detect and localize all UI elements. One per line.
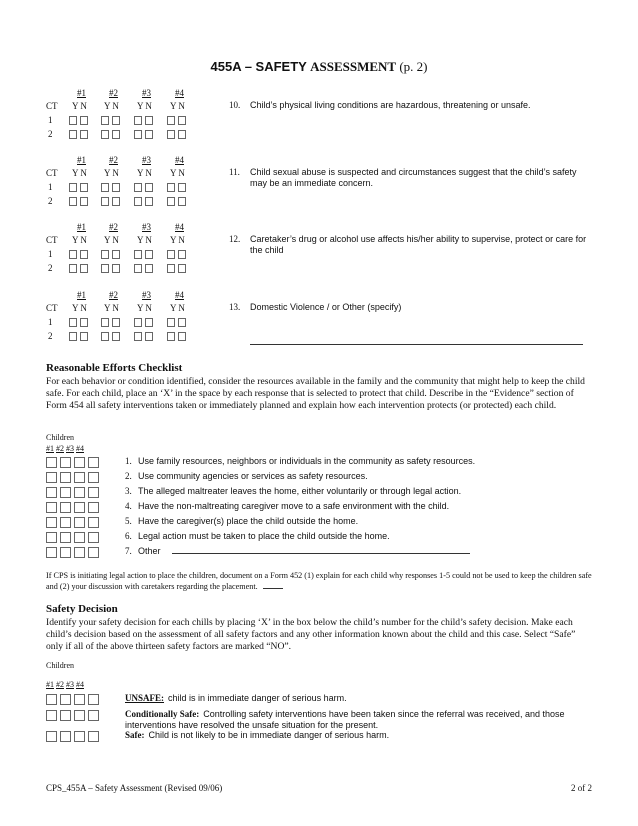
factor-number: 10.: [229, 100, 241, 110]
grid-yn-label: Y N: [170, 168, 185, 178]
decision-checkbox[interactable]: [60, 731, 71, 742]
effort-number: 7.: [125, 546, 132, 556]
child-checkbox[interactable]: [46, 547, 57, 558]
no-checkbox[interactable]: [178, 332, 186, 341]
safety-decision-intro: Identify your safety decision for each chills by placing ‘X’ in the box below the child’s number for the child’s safety decision. Make each child’s decision based on the assessment of all safety factors and any other information known about the child and this case. Select “Safe” only if all of the above thirteen safety factors are marked “NO”.: [46, 617, 576, 652]
child-checkbox[interactable]: [88, 502, 99, 513]
yes-checkbox[interactable]: [101, 318, 109, 327]
factor-number: 13.: [229, 302, 241, 312]
decision-checkbox[interactable]: [88, 731, 99, 742]
yes-checkbox[interactable]: [69, 130, 77, 139]
effort-number: 2.: [125, 471, 132, 481]
reasonable-effort-row: [0, 516, 638, 530]
reasonable-effort-row: [0, 456, 638, 470]
yes-checkbox[interactable]: [167, 332, 175, 341]
child-col-1: #1: [46, 444, 54, 453]
factor-text: Domestic Violence / or Other (specify): [250, 302, 402, 312]
factor-grid: [0, 155, 577, 219]
no-checkbox[interactable]: [145, 332, 153, 341]
child-checkbox[interactable]: [74, 487, 85, 498]
grid-ct-label: CT: [46, 101, 58, 111]
grid-row-label: 1: [48, 249, 53, 259]
decision-checkbox[interactable]: [74, 731, 85, 742]
reasonable-effort-row: [0, 501, 638, 515]
decision-checkbox[interactable]: [74, 710, 85, 721]
grid-row-label: 2: [48, 331, 53, 341]
child-col-2: #2: [56, 444, 64, 453]
yes-checkbox[interactable]: [167, 130, 175, 139]
footer-form-id: CPS_455A – Safety Assessment (Revised 09/06): [46, 783, 223, 793]
safety-decision-heading: Safety Decision: [46, 603, 118, 615]
reasonable-efforts-intro: For each behavior or condition identified, consider the resources available in the family and the community that might help to keep the child safe. For each child, place an ‘X’ in the space by each response that is selected to protect that child. Describe in the “Evidence” section of Form 454 all safety interventions taken or immediately planned and explain how each intervention protects (or protected) each child.: [46, 376, 585, 411]
legal-action-note-text: If CPS is initiating legal action to place the children, document on a Form 452 (1) explain for each child why responses 1-5 could not be used to keep the children safe and (2) your discussion with caretakers regarding the placement.: [46, 571, 592, 591]
effort-number: 5.: [125, 516, 132, 526]
grid-ct-label: CT: [46, 235, 58, 245]
grid-yn-label: Y N: [104, 168, 119, 178]
grid-child-header: #3: [142, 290, 151, 300]
factor-grid: [0, 222, 587, 286]
no-checkbox[interactable]: [178, 197, 186, 206]
note-blank[interactable]: [263, 588, 283, 589]
yes-checkbox[interactable]: [101, 130, 109, 139]
yes-checkbox[interactable]: [69, 197, 77, 206]
grid-child-header: #4: [175, 290, 184, 300]
decision-checkbox[interactable]: [46, 694, 57, 705]
effort-text: Other: [138, 546, 161, 556]
grid-yn-label: Y N: [104, 101, 119, 111]
decision-checkbox[interactable]: [60, 710, 71, 721]
factor-grid: [0, 290, 402, 354]
effort-number: 1.: [125, 456, 132, 466]
no-checkbox[interactable]: [145, 264, 153, 273]
yes-checkbox[interactable]: [134, 183, 142, 192]
sd-child-col-1: #1: [46, 680, 54, 689]
no-checkbox[interactable]: [80, 130, 88, 139]
grid-yn-label: Y N: [72, 168, 87, 178]
factor-number: 11.: [229, 167, 240, 177]
grid-child-header: #3: [142, 88, 151, 98]
grid-yn-label: Y N: [72, 101, 87, 111]
no-checkbox[interactable]: [112, 332, 120, 341]
decision-label: Safe:: [125, 730, 145, 740]
other-line[interactable]: [172, 553, 470, 554]
child-checkbox[interactable]: [74, 472, 85, 483]
no-checkbox[interactable]: [112, 264, 120, 273]
yes-checkbox[interactable]: [167, 183, 175, 192]
child-checkbox[interactable]: [46, 457, 57, 468]
no-checkbox[interactable]: [112, 116, 120, 125]
decision-option: [125, 730, 595, 741]
factor-text: Child’s physical living conditions are hazardous, threatening or unsafe.: [250, 100, 531, 110]
yes-checkbox[interactable]: [167, 318, 175, 327]
child-checkbox[interactable]: [46, 502, 57, 513]
grid-row-label: 1: [48, 182, 53, 192]
grid-child-header: #2: [109, 155, 118, 165]
decision-text: child is in immediate danger of serious harm.: [168, 693, 347, 703]
effort-text: Legal action must be taken to place the child outside the home.: [138, 531, 390, 541]
no-checkbox[interactable]: [80, 116, 88, 125]
grid-yn-label: Y N: [137, 168, 152, 178]
yes-checkbox[interactable]: [167, 264, 175, 273]
child-checkbox[interactable]: [74, 547, 85, 558]
no-checkbox[interactable]: [112, 318, 120, 327]
yes-checkbox[interactable]: [134, 332, 142, 341]
yes-checkbox[interactable]: [134, 318, 142, 327]
legal-action-note: [46, 570, 594, 592]
grid-child-header: #2: [109, 222, 118, 232]
child-checkbox[interactable]: [74, 517, 85, 528]
yes-checkbox[interactable]: [134, 130, 142, 139]
no-checkbox[interactable]: [112, 130, 120, 139]
reasonable-efforts-heading: Reasonable Efforts Checklist: [46, 362, 183, 374]
children-label: Children: [46, 433, 74, 442]
no-checkbox[interactable]: [80, 197, 88, 206]
grid-yn-label: Y N: [72, 235, 87, 245]
no-checkbox[interactable]: [80, 318, 88, 327]
no-checkbox[interactable]: [145, 130, 153, 139]
page-indicator: (p. 2): [399, 59, 428, 74]
grid-child-header: #2: [109, 290, 118, 300]
grid-yn-label: Y N: [72, 303, 87, 313]
child-checkbox[interactable]: [46, 487, 57, 498]
sd-child-col-3: #3: [66, 680, 74, 689]
yes-checkbox[interactable]: [134, 197, 142, 206]
child-checkbox[interactable]: [74, 532, 85, 543]
yes-checkbox[interactable]: [167, 197, 175, 206]
yes-checkbox[interactable]: [101, 197, 109, 206]
child-checkbox[interactable]: [46, 517, 57, 528]
grid-yn-label: Y N: [137, 303, 152, 313]
grid-yn-label: Y N: [104, 235, 119, 245]
no-checkbox[interactable]: [178, 183, 186, 192]
grid-child-header: #2: [109, 88, 118, 98]
reasonable-effort-row: [0, 471, 638, 485]
factor-grid: [0, 88, 531, 152]
grid-child-header: #1: [77, 222, 86, 232]
grid-yn-label: Y N: [170, 235, 185, 245]
decision-option: [125, 709, 595, 731]
child-checkbox[interactable]: [60, 532, 71, 543]
form-title-word: ASSESSMENT: [310, 59, 397, 74]
decision-label: Conditionally Safe:: [125, 709, 200, 719]
child-checkbox[interactable]: [74, 457, 85, 468]
effort-number: 6.: [125, 531, 132, 541]
yes-checkbox[interactable]: [101, 116, 109, 125]
effort-text: The alleged maltreater leaves the home, either voluntarily or through legal action.: [138, 486, 462, 496]
decision-checkbox[interactable]: [88, 694, 99, 705]
child-checkbox[interactable]: [60, 502, 71, 513]
yes-checkbox[interactable]: [69, 183, 77, 192]
grid-child-header: #4: [175, 88, 184, 98]
yes-checkbox[interactable]: [101, 183, 109, 192]
child-checkbox[interactable]: [74, 502, 85, 513]
no-checkbox[interactable]: [112, 250, 120, 259]
grid-child-header: #4: [175, 155, 184, 165]
child-checkbox[interactable]: [88, 532, 99, 543]
decision-checkbox[interactable]: [46, 710, 57, 721]
form-number: 455A – SAFETY: [210, 59, 307, 74]
sd-child-col-2: #2: [56, 680, 64, 689]
grid-yn-label: Y N: [170, 303, 185, 313]
grid-yn-label: Y N: [170, 101, 185, 111]
child-checkbox[interactable]: [60, 547, 71, 558]
decision-checkbox[interactable]: [74, 694, 85, 705]
grid-yn-label: Y N: [137, 235, 152, 245]
decision-checkbox[interactable]: [46, 731, 57, 742]
child-checkbox[interactable]: [60, 517, 71, 528]
yes-checkbox[interactable]: [69, 116, 77, 125]
child-checkbox[interactable]: [88, 547, 99, 558]
sd-child-columns: [46, 680, 84, 689]
yes-checkbox[interactable]: [69, 318, 77, 327]
factor-number: 12.: [229, 234, 241, 244]
yes-checkbox[interactable]: [134, 250, 142, 259]
grid-child-header: #3: [142, 155, 151, 165]
child-checkbox[interactable]: [60, 487, 71, 498]
child-checkbox[interactable]: [46, 472, 57, 483]
reasonable-effort-row: [0, 486, 638, 500]
child-checkbox[interactable]: [60, 457, 71, 468]
no-checkbox[interactable]: [178, 264, 186, 273]
specify-line[interactable]: [250, 344, 583, 345]
page-title: [0, 59, 638, 75]
no-checkbox[interactable]: [80, 183, 88, 192]
effort-text: Have the non-maltreating caregiver move to a safe environment with the child.: [138, 501, 450, 511]
no-checkbox[interactable]: [112, 183, 120, 192]
factor-text: Child sexual abuse is suspected and circumstances suggest that the child’s safety may be an immediate concern.: [250, 167, 577, 188]
no-checkbox[interactable]: [145, 318, 153, 327]
grid-row-label: 1: [48, 317, 53, 327]
grid-ct-label: CT: [46, 168, 58, 178]
child-checkbox[interactable]: [60, 472, 71, 483]
safety-decision-row: [0, 730, 638, 744]
reasonable-effort-row: [0, 531, 638, 545]
child-checkbox[interactable]: [88, 472, 99, 483]
yes-checkbox[interactable]: [101, 264, 109, 273]
grid-yn-label: Y N: [104, 303, 119, 313]
grid-child-header: #4: [175, 222, 184, 232]
grid-child-header: #1: [77, 88, 86, 98]
no-checkbox[interactable]: [145, 197, 153, 206]
decision-text: Child is not likely to be in immediate danger of serious harm.: [148, 730, 390, 740]
effort-text: Have the caregiver(s) place the child outside the home.: [138, 516, 359, 526]
no-checkbox[interactable]: [145, 250, 153, 259]
factor-text: Caretaker’s drug or alcohol use affects his/her ability to supervise, protect or care for the child: [250, 234, 587, 255]
effort-text: Use family resources, neighbors or individuals in the community as safety resources.: [138, 456, 476, 466]
grid-row-label: 2: [48, 129, 53, 139]
no-checkbox[interactable]: [145, 116, 153, 125]
yes-checkbox[interactable]: [69, 332, 77, 341]
child-checkbox[interactable]: [88, 517, 99, 528]
child-checkbox[interactable]: [88, 457, 99, 468]
decision-label: UNSAFE:: [125, 693, 165, 703]
no-checkbox[interactable]: [112, 197, 120, 206]
grid-row-label: 2: [48, 263, 53, 273]
sd-children-label: Children: [46, 661, 74, 670]
child-col-4: #4: [76, 444, 84, 453]
no-checkbox[interactable]: [178, 116, 186, 125]
yes-checkbox[interactable]: [134, 264, 142, 273]
child-checkbox[interactable]: [46, 532, 57, 543]
grid-child-header: #1: [77, 290, 86, 300]
grid-row-label: 2: [48, 196, 53, 206]
grid-ct-label: CT: [46, 303, 58, 313]
grid-row-label: 1: [48, 115, 53, 125]
decision-text: Controlling safety interventions have been taken since the referral was received, and those interventions have resolved the unsafe situation for the present.: [125, 709, 565, 730]
yes-checkbox[interactable]: [101, 250, 109, 259]
child-col-3: #3: [66, 444, 74, 453]
footer-page-number: 2 of 2: [571, 783, 592, 793]
effort-text: Use community agencies or services as safety resources.: [138, 471, 368, 481]
child-checkbox[interactable]: [88, 487, 99, 498]
grid-child-header: #1: [77, 155, 86, 165]
no-checkbox[interactable]: [178, 130, 186, 139]
decision-checkbox[interactable]: [60, 694, 71, 705]
decision-option: [125, 693, 595, 704]
safety-decision-row: [0, 709, 638, 730]
yes-checkbox[interactable]: [69, 264, 77, 273]
no-checkbox[interactable]: [80, 264, 88, 273]
sd-child-col-4: #4: [76, 680, 84, 689]
child-columns: [46, 444, 84, 453]
effort-number: 3.: [125, 486, 132, 496]
yes-checkbox[interactable]: [69, 250, 77, 259]
effort-number: 4.: [125, 501, 132, 511]
no-checkbox[interactable]: [178, 318, 186, 327]
safety-decision-row: [0, 693, 638, 707]
no-checkbox[interactable]: [145, 183, 153, 192]
decision-checkbox[interactable]: [88, 710, 99, 721]
grid-child-header: #3: [142, 222, 151, 232]
grid-yn-label: Y N: [137, 101, 152, 111]
no-checkbox[interactable]: [80, 332, 88, 341]
yes-checkbox[interactable]: [167, 250, 175, 259]
yes-checkbox[interactable]: [167, 116, 175, 125]
no-checkbox[interactable]: [178, 250, 186, 259]
yes-checkbox[interactable]: [101, 332, 109, 341]
yes-checkbox[interactable]: [134, 116, 142, 125]
no-checkbox[interactable]: [80, 250, 88, 259]
